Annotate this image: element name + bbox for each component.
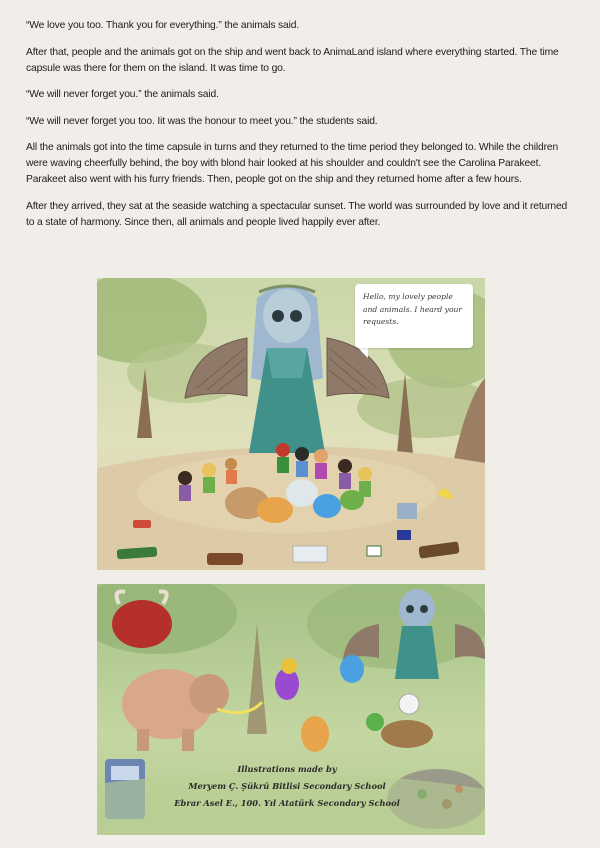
- illustration-guardian-scene: [97, 278, 485, 570]
- credit-title: Illustrations made by: [237, 764, 337, 774]
- story-text: [26, 18, 578, 241]
- paragraph-3: “We will never forget you.” the animals said.: [26, 89, 219, 100]
- paragraph-1: “We love you too. Thank you for everything.” the animals said.: [26, 20, 300, 31]
- paragraph-6: After they arrived, they sat at the seaside watching a spectacular sunset. The world was surrounded by love and it returned to a state of harmony. Since then, all animals and people lived happily ever after.: [26, 200, 568, 228]
- credit-line-1: Meryem Ç. Şükrü Bitlisi Secondary School: [188, 781, 386, 791]
- credits-block: [157, 761, 417, 812]
- illustration-credits-scene: [97, 584, 485, 835]
- credit-line-2: Ebrar Asel E., 100. Yıl Atatürk Secondary School: [174, 798, 400, 808]
- speech-bubble: Hello, my lovely people and animals. I heard your requests.: [355, 284, 473, 348]
- paragraph-5: All the animals got into the time capsule in turns and they returned to the time period they belonged to. While the children were waving cheerfully behind, the boy with blond hair looked at his shoulder and couldn't see the Carolina Parakeet. Parakeet also went with his furry friends. Then, people got on the ship and they returned home after a few hours.: [26, 142, 559, 185]
- paragraph-4: “We will never forget you too. Iit was the honour to meet you.” the students said.: [26, 115, 378, 127]
- paragraph-2: After that, people and the animals got on the ship and went back to AnimaLand island where everything started. The time capsule was there for them on the island. It was time to go.: [26, 46, 559, 74]
